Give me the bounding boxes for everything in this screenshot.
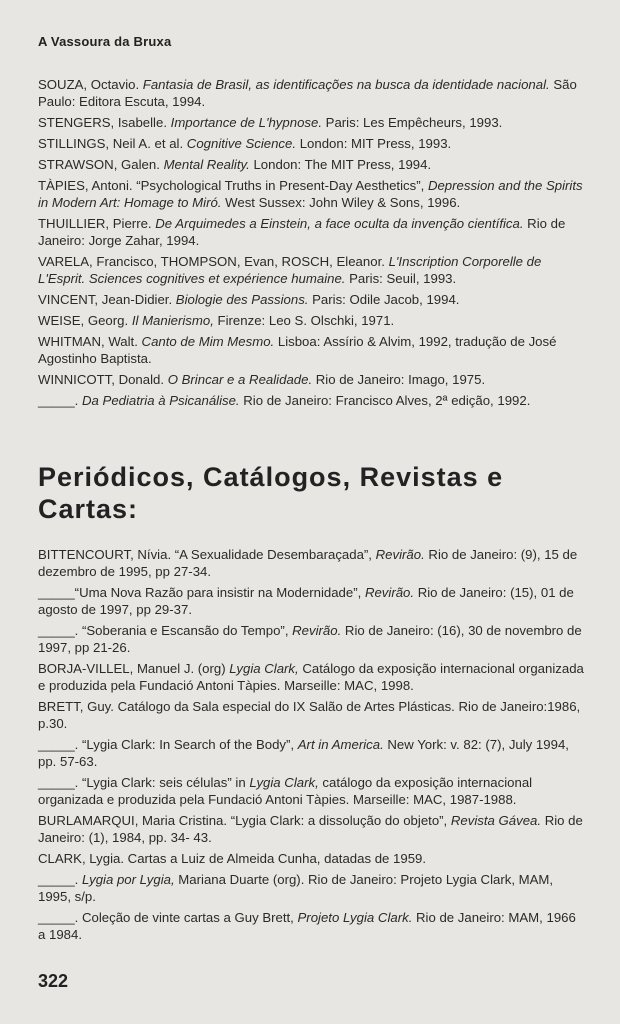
entry-title-italic: Mental Reality.	[163, 157, 250, 172]
entry-text: CLARK, Lygia. Cartas a Luiz de Almeida Cunha, datadas de 1959.	[38, 851, 427, 866]
entry-text: Rio de Janeiro: (9), 15 de dezembro de 1995, pp 27-34.	[38, 547, 578, 579]
entry-text: STILLINGS, Neil A. et al.	[38, 136, 187, 151]
bibliography-entry	[38, 660, 586, 694]
entry-text: _____. “Lygia Clark: seis células” in	[38, 775, 250, 790]
entry-title-italic: Revirão.	[364, 585, 415, 600]
bibliography-entry	[38, 584, 586, 618]
bibliography-entry	[38, 156, 586, 173]
entry-text: Mariana Duarte (org). Rio de Janeiro: Projeto Lygia Clark, MAM, 1995, s/p.	[38, 872, 554, 904]
entry-title-italic: Importance de L'hypnose.	[170, 115, 322, 130]
entry-text: Rio de Janeiro: MAM, 1966 a 1984.	[38, 910, 576, 942]
bibliography-entry	[38, 215, 586, 249]
section-title: Periódicos, Catálogos, Revistas e Cartas:	[38, 462, 504, 524]
entry-text: TÀPIES, Antoni. “Psychological Truths in Present-Day Aesthetics”,	[38, 178, 428, 193]
bibliography-entry	[38, 177, 586, 211]
entry-title-italic: Depression and the Spirits in Modern Art: Homage to Miró.	[38, 178, 583, 210]
bibliography-entry	[38, 774, 586, 808]
entry-text: Rio de Janeiro: Jorge Zahar, 1994.	[38, 216, 566, 248]
bibliography-entry	[38, 736, 586, 770]
entry-text: STRAWSON, Galen.	[38, 157, 164, 172]
bibliography-entry	[38, 312, 586, 329]
bibliography-entry	[38, 546, 586, 580]
running-header: A Vassoura da Bruxa	[38, 34, 172, 49]
entry-title-italic: L'Inscription Corporelle de L'Esprit. Sciences cognitives et expérience humaine.	[38, 254, 542, 286]
entry-text: WINNICOTT, Donald.	[38, 372, 168, 387]
entry-title-italic: Da Pediatria à Psicanálise.	[82, 393, 240, 408]
periodicals-list	[38, 546, 586, 947]
bibliography-entry	[38, 76, 586, 110]
entry-text: Paris: Odile Jacob, 1994.	[308, 292, 460, 307]
entry-text: Rio de Janeiro: (15), 01 de agosto de 1997, pp 29-37.	[38, 585, 574, 617]
entry-title-italic: De Arquimedes a Einstein, a face oculta da invenção científica.	[155, 216, 524, 231]
entry-title-italic: Revirão.	[292, 623, 342, 638]
entry-text: WHITMAN, Walt.	[38, 334, 142, 349]
entry-title-italic: Projeto Lygia Clark.	[297, 910, 413, 925]
entry-title-italic: Fantasia de Brasil, as identificações na busca da identidade nacional.	[142, 77, 550, 92]
entry-text: _____. Coleção de vinte cartas a Guy Brett,	[38, 910, 298, 925]
entry-title-italic: O Brincar e a Realidade.	[167, 372, 313, 387]
entry-title-italic: Art in America.	[297, 737, 384, 752]
entry-text: _____“Uma Nova Razão para insistir na Modernidade”,	[38, 585, 365, 600]
entry-title-italic: Lygia por Lygia,	[82, 872, 175, 887]
bibliography-entry	[38, 698, 586, 732]
entry-text: BURLAMARQUI, Maria Cristina. “Lygia Clark: a dissolução do objeto”,	[38, 813, 451, 828]
entry-text: Paris: Les Empêcheurs, 1993.	[322, 115, 503, 130]
bibliography-entry	[38, 333, 586, 367]
entry-text: Lisboa: Assírio & Alvim, 1992, tradução de José Agostinho Baptista.	[38, 334, 557, 366]
bibliography-entry	[38, 812, 586, 846]
entry-text: Rio de Janeiro: Francisco Alves, 2ª edição, 1992.	[239, 393, 531, 408]
entry-text: _____. “Soberania e Escansão do Tempo”,	[38, 623, 293, 638]
entry-title-italic: Lygia Clark,	[229, 661, 299, 676]
entry-text: WEISE, Georg.	[38, 313, 132, 328]
bibliography-list	[38, 76, 586, 413]
entry-title-italic: Lygia Clark,	[249, 775, 319, 790]
entry-text: THUILLIER, Pierre.	[38, 216, 156, 231]
page-number: 322	[38, 971, 69, 991]
entry-text: VARELA, Francisco, THOMPSON, Evan, ROSCH, Eleanor.	[38, 254, 389, 269]
entry-title-italic: Canto de Mim Mesmo.	[141, 334, 275, 349]
entry-text: catálogo da exposição internacional organizada e produzida pela Fundació Antoni Tàpies. Marseille: MAC, 1987-1988.	[38, 775, 533, 807]
bibliography-entry	[38, 371, 586, 388]
entry-text: Catálogo da exposição internacional organizada e produzida pela Fundació Antoni Tàpies. Marseille: MAC, 1998.	[38, 661, 584, 693]
entry-text: VINCENT, Jean-Didier.	[38, 292, 176, 307]
bibliography-entry	[38, 253, 586, 287]
entry-text: BITTENCOURT, Nívia. “A Sexualidade Desembaraçada”,	[38, 547, 376, 562]
entry-text: London: MIT Press, 1993.	[296, 136, 452, 151]
entry-text: _____. “Lygia Clark: In Search of the Body”,	[38, 737, 298, 752]
entry-title-italic: Il Manierismo,	[131, 313, 214, 328]
entry-text: London: The MIT Press, 1994.	[249, 157, 432, 172]
entry-title-italic: Revirão.	[375, 547, 425, 562]
entry-text: São Paulo: Editora Escuta, 1994.	[38, 77, 577, 109]
entry-title-italic: Biologie des Passions.	[175, 292, 309, 307]
bibliography-entry	[38, 135, 586, 152]
entry-text: Rio de Janeiro: (1), 1984, pp. 34- 43.	[38, 813, 583, 845]
entry-text: STENGERS, Isabelle.	[38, 115, 171, 130]
entry-title-italic: Cognitive Science.	[186, 136, 297, 151]
entry-text: BORJA-VILLEL, Manuel J. (org)	[38, 661, 230, 676]
entry-text: Firenze: Leo S. Olschki, 1971.	[213, 313, 395, 328]
entry-text: Rio de Janeiro: Imago, 1975.	[312, 372, 486, 387]
entry-text: Paris: Seuil, 1993.	[345, 271, 457, 286]
entry-text: New York: v. 82: (7), July 1994, pp. 57-63.	[38, 737, 569, 769]
bibliography-entry	[38, 909, 586, 943]
entry-title-italic: Revista Gávea.	[450, 813, 542, 828]
entry-text: SOUZA, Octavio.	[38, 77, 143, 92]
entry-text: _____.	[38, 872, 82, 887]
entry-text: BRETT, Guy. Catálogo da Sala especial do IX Salão de Artes Plásticas. Rio de Janeiro:1986, p.30.	[38, 699, 581, 731]
bibliography-entry	[38, 114, 586, 131]
bibliography-entry	[38, 291, 586, 308]
entry-text: Rio de Janeiro: (16), 30 de novembro de 1997, pp 21-26.	[38, 623, 582, 655]
entry-text: _____.	[38, 393, 82, 408]
bibliography-entry	[38, 622, 586, 656]
bibliography-entry	[38, 392, 586, 409]
bibliography-entry	[38, 850, 586, 867]
entry-text: West Sussex: John Wiley & Sons, 1996.	[221, 195, 461, 210]
bibliography-entry	[38, 871, 586, 905]
